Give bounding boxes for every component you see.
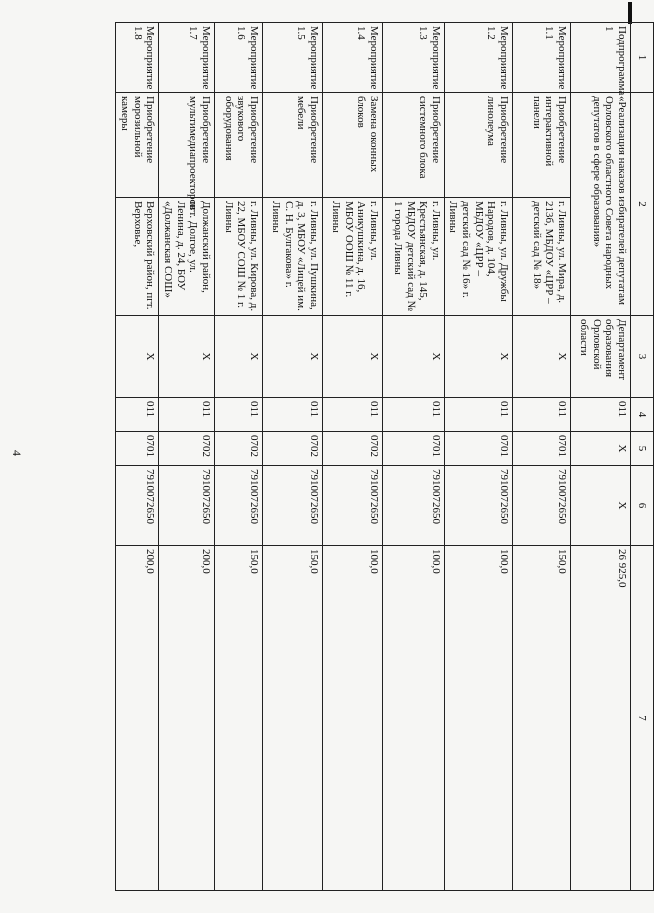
- event-address: Должанский район, пгт. Долгое, ул. Ленина, д. 24, БОУ «Должанская СОШ»: [159, 198, 215, 316]
- program-row: [571, 23, 631, 891]
- event-grbs: 011: [513, 398, 571, 432]
- program-amount: 26 925,0: [571, 546, 631, 891]
- event-name: Приобретение мебели: [262, 93, 322, 198]
- event-executor: Х: [322, 316, 382, 398]
- header-cell: 7: [631, 546, 654, 891]
- event-grbs: 011: [214, 398, 262, 432]
- program-rz: Х: [571, 432, 631, 466]
- header-cell: 3: [631, 316, 654, 398]
- event-executor: Х: [214, 316, 262, 398]
- event-amount: 150,0: [262, 546, 322, 891]
- event-number: Мероприятие 1.8: [116, 23, 159, 93]
- event-amount: 150,0: [214, 546, 262, 891]
- table-row: [322, 23, 382, 891]
- event-rz: 0702: [322, 432, 382, 466]
- event-number: Мероприятие 1.3: [382, 23, 444, 93]
- event-csr: 7910072650: [159, 466, 215, 546]
- event-number: Мероприятие 1.4: [322, 23, 382, 93]
- event-executor: Х: [513, 316, 571, 398]
- rotated-document: [118, 22, 654, 902]
- event-executor: Х: [159, 316, 215, 398]
- event-csr: 7910072650: [116, 466, 159, 546]
- event-address: г. Ливны, ул. Крестьянская, д. 145, МБДОУ детский сад № 1 города Ливны: [382, 198, 444, 316]
- event-name: Приобретение системного блока: [382, 93, 444, 198]
- event-csr: 7910072650: [214, 466, 262, 546]
- event-amount: 100,0: [444, 546, 512, 891]
- event-number: Мероприятие 1.5: [262, 23, 322, 93]
- program-csr: Х: [571, 466, 631, 546]
- header-row: [631, 23, 654, 891]
- event-grbs: 011: [322, 398, 382, 432]
- event-executor: Х: [116, 316, 159, 398]
- event-address: г. Ливны, ул. Мира, д. 213б, МБДОУ «ЦРР – детский сад № 18»: [513, 198, 571, 316]
- event-grbs: 011: [382, 398, 444, 432]
- header-cell: 2: [631, 93, 654, 316]
- event-executor: Х: [262, 316, 322, 398]
- event-amount: 200,0: [159, 546, 215, 891]
- event-amount: 100,0: [322, 546, 382, 891]
- event-csr: 7910072650: [444, 466, 512, 546]
- program-title: «Реализация наказов избирателей депутатам Орловского областного Совета народных депутатов в сфере образования»: [571, 93, 631, 316]
- event-number: Мероприятие 1.6: [214, 23, 262, 93]
- event-name: Замена оконных блоков: [322, 93, 382, 198]
- event-rz: 0701: [513, 432, 571, 466]
- event-address: г. Ливны, ул. Кирова, д. 22, МБОУ СОШ № 1 г. Ливны: [214, 198, 262, 316]
- event-rz: 0701: [382, 432, 444, 466]
- event-executor: Х: [382, 316, 444, 398]
- table-row: [262, 23, 322, 891]
- header-cell: 4: [631, 398, 654, 432]
- event-grbs: 011: [262, 398, 322, 432]
- event-csr: 7910072650: [262, 466, 322, 546]
- event-rz: 0701: [116, 432, 159, 466]
- event-address: г. Ливны, ул. Аникушкина, д. 16, МБОУ ООШ № 11 г. Ливны: [322, 198, 382, 316]
- program-grbs: 011: [571, 398, 631, 432]
- event-rz: 0702: [214, 432, 262, 466]
- table-row: [382, 23, 444, 891]
- event-number: Мероприятие 1.2: [444, 23, 512, 93]
- event-address: г. Ливны, ул. Пушкина, д. 3, МБОУ «Лицей им. С. Н. Булгакова» г. Ливны: [262, 198, 322, 316]
- event-address: Верховский район, пгт. Верховье,: [116, 198, 159, 316]
- event-rz: 0701: [444, 432, 512, 466]
- table-row: [116, 23, 159, 891]
- event-name: Приобретение интерактивной панели: [513, 93, 571, 198]
- event-name: Приобретение мультимедиапроекторов: [159, 93, 215, 198]
- event-name: Приобретение морозильной камеры: [116, 93, 159, 198]
- event-address: г. Ливны, ул. Дружбы Народов, д. 104, МБДОУ «ЦРР – детский сад № 16» г. Ливны: [444, 198, 512, 316]
- program-table: [115, 22, 654, 891]
- table-row: [513, 23, 571, 891]
- program-label: Подпрограмма 1: [571, 23, 631, 93]
- event-name: Приобретение линолеума: [444, 93, 512, 198]
- event-number: Мероприятие 1.7: [159, 23, 215, 93]
- event-amount: 200,0: [116, 546, 159, 891]
- header-cell: 6: [631, 466, 654, 546]
- event-csr: 7910072650: [513, 466, 571, 546]
- event-grbs: 011: [159, 398, 215, 432]
- event-grbs: 011: [116, 398, 159, 432]
- header-cell: 1: [631, 23, 654, 93]
- event-rz: 0702: [159, 432, 215, 466]
- event-number: Мероприятие 1.1: [513, 23, 571, 93]
- table-row: [159, 23, 215, 891]
- event-csr: 7910072650: [322, 466, 382, 546]
- page-number: 4: [10, 450, 24, 456]
- program-executor: Департамент образования Орловской области: [571, 316, 631, 398]
- page-edge-mark: [628, 2, 632, 24]
- event-amount: 100,0: [382, 546, 444, 891]
- table-row: [444, 23, 512, 891]
- event-executor: Х: [444, 316, 512, 398]
- event-amount: 150,0: [513, 546, 571, 891]
- event-grbs: 011: [444, 398, 512, 432]
- table-row: [214, 23, 262, 891]
- event-rz: 0702: [262, 432, 322, 466]
- header-cell: 5: [631, 432, 654, 466]
- event-name: Приобретение звукового оборудования: [214, 93, 262, 198]
- event-csr: 7910072650: [382, 466, 444, 546]
